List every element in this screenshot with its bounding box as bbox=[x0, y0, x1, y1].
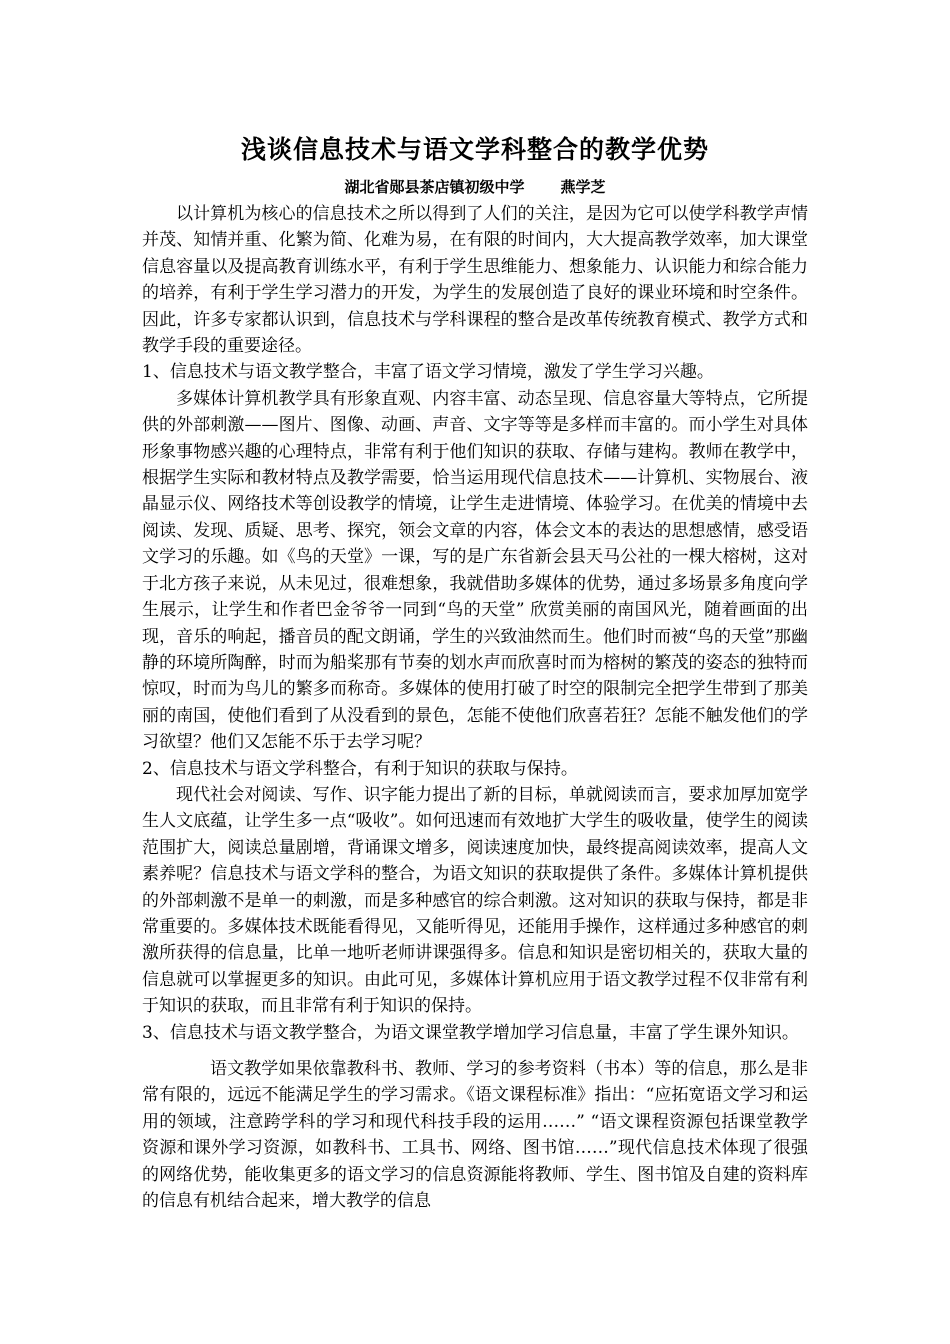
section-heading-2: 2、信息技术与语文学科整合，有利于知识的获取与保持。 bbox=[142, 758, 578, 779]
byline bbox=[0, 176, 950, 198]
section-heading-1: 1、信息技术与语文教学整合，丰富了语文学习情境，激发了学生学习兴趣。 bbox=[142, 362, 714, 383]
document-title: 浅谈信息技术与语文学科整合的教学优势 bbox=[240, 135, 709, 164]
paragraph-intro: 以计算机为核心的信息技术之所以得到了人们的关注，是因为它可以使学科教学声情并茂、知情并重、化繁为简、化难为易，在有限的时间内，大大提高教学效率，加大课堂信息容量以及提高教育训练水平，有利于学生思维能力、想象能力、认识能力和综合能力的培养，有利于学生学习潜力的开发，为学生的发展创造了良好的课业环境和时空条件。因此，许多专家都认识到，信息技术与学科课程的整合是改革传统教育模式、教学方式和教学手段的重要途径。 bbox=[142, 204, 808, 357]
paragraph-section-3: 语文教学如果依靠教科书、教师、学习的参考资料（书本）等的信息，那么是非常有限的，远远不能满足学生的学习需求。《语文课程标准》指出：“应拓宽语文学习和运用的领域，注意跨学科的学习和现代科技手段的运用……” “语文课程资源包括课堂教学资源和课外学习资源，如教科书、工具书、网络、图书馆……”现代信息技术体现了很强的网络优势，能收集更多的语文学习的信息资源能将教师、学生、图书馆及自建的资料库的信息有机结合起来，增大教学的信息 bbox=[142, 1059, 808, 1212]
document-body bbox=[142, 201, 808, 1214]
author-name: 燕学芝 bbox=[560, 178, 606, 196]
paragraph-section-1: 多媒体计算机教学具有形象直观、内容丰富、动态呈现、信息容量大等特点，它所提供的外部刺激——图片、图像、动画、声音、文字等等是多样而丰富的。而小学生对具体形象事物感兴趣的心理特点，非常有利于他们知识的获取、存储与建构。教师在教学中，根据学生实际和教材特点及教学需要，恰当运用现代信息技术——计算机、实物展台、液晶显示仪、网络技术等创设教学的情境，让学生走进情境、体验学习。在优美的情境中去阅读、发现、质疑、思考、探究，领会文章的内容，体会文本的表达的思想感情，感受语文学习的乐趣。如《鸟的天堂》一课，写的是广东省新会县天马公社的一棵大榕树，这对于北方孩子来说，从未见过，很难想象，我就借助多媒体的优势，通过多场景多角度向学生展示，让学生和作者巴金爷爷一同到“鸟的天堂” 欣赏美丽的南国风光，随着画面的出现，音乐的响起，播音员的配文朗诵，学生的兴致油然而生。他们时而被“鸟的天堂”那幽静的环境所陶醉，时而为船桨那有节奏的划水声而欣喜时而为榕树的繁茂的姿态的独特而惊叹，时而为鸟儿的繁多而称奇。多媒体的使用打破了时空的限制完全把学生带到了那美丽的南国，使他们看到了从没看到的景色，怎能不使他们欣喜若狂？怎能不触发他们的学习欲望？他们又怎能不乐于去学习呢？ bbox=[142, 388, 808, 753]
school-name: 湖北省郧县茶店镇初级中学 bbox=[344, 178, 525, 196]
paragraph-section-2: 现代社会对阅读、写作、识字能力提出了新的目标，单就阅读而言，要求加厚加宽学生人文底蕴，让学生多一点“吸收”。如何迅速而有效地扩大学生的吸收量，使学生的阅读范围扩大，阅读总量剧增，背诵课文增多，阅读速度加快，最终提高阅读效率，提高人文素养呢？信息技术与语文学科的整合，为语文知识的获取提供了条件。多媒体计算机提供的外部刺激不是单一的刺激，而是多种感官的综合刺激。这对知识的获取与保持，都是非常重要的。多媒体技术既能看得见，又能听得见，还能用手操作，这样通过多种感官的刺激所获得的信息量，比单一地听老师讲课强得多。信息和知识是密切相关的，获取大量的信息就可以掌握更多的知识。由此可见，多媒体计算机应用于语文教学过程不仅非常有利于知识的获取，而且非常有利于知识的保持。 bbox=[142, 784, 808, 1017]
section-heading-3: 3、信息技术与语文教学整合，为语文课堂教学增加学习信息量，丰富了学生课外知识。 bbox=[142, 1022, 799, 1043]
